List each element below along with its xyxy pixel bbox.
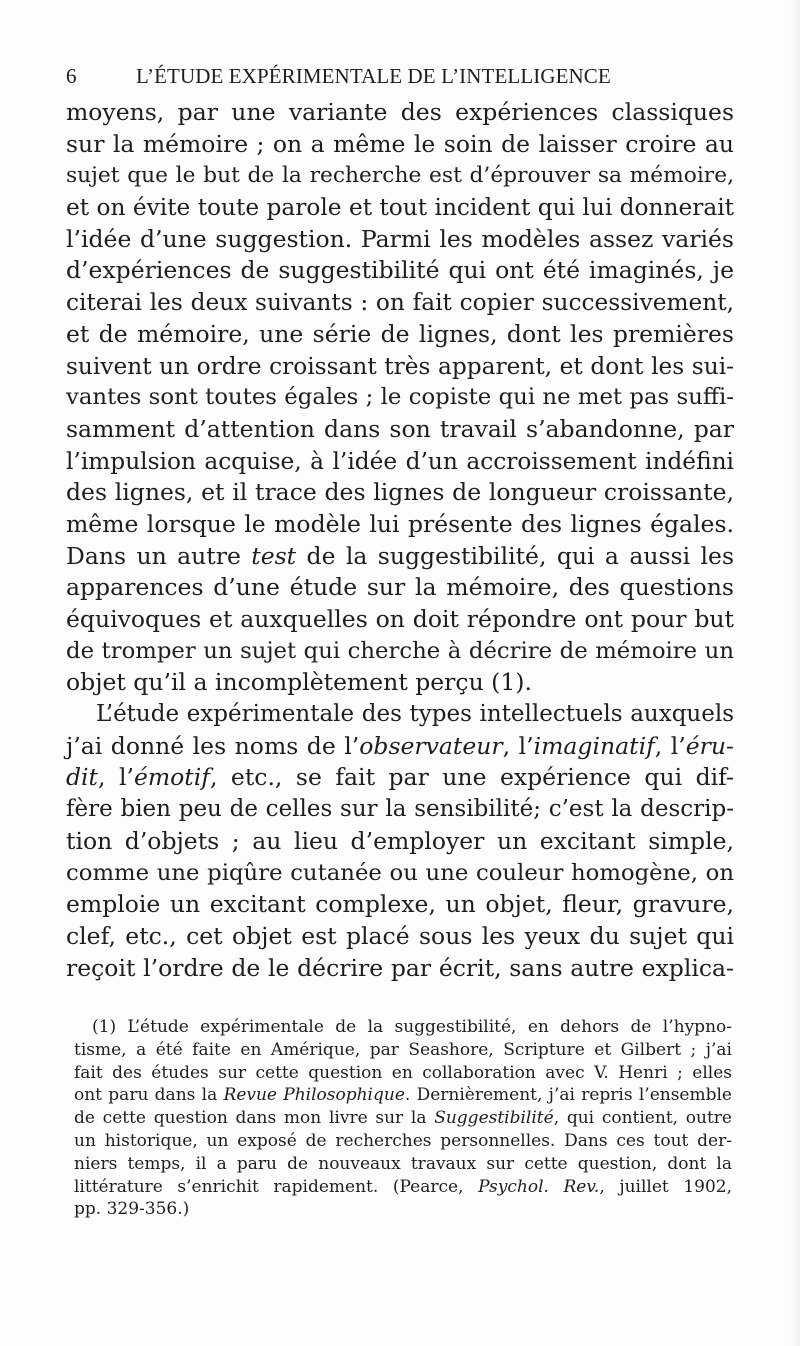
text-line: vantes sont toutes égales ; le copiste qui ne met pas suffi- — [66, 384, 734, 411]
text-line: emploie un excitant complexe, un objet, fleur, gravure, — [66, 890, 734, 919]
italic-term: émotif — [133, 763, 210, 792]
text-line: objet qu’il a incomplètement perçu (1). — [66, 668, 532, 697]
text-line: moyens, par une variante des expériences classiques — [66, 98, 734, 126]
text-line: clef, etc., cet objet est placé sous les yeux du sujet qui — [66, 921, 734, 950]
footnote-line: un historique, un exposé de recherches personnelles. Dans ces tout der- — [74, 1130, 732, 1151]
text-line: tion d’objets ; au lieu d’employer un excitant simple, — [66, 826, 734, 855]
italic-term: test — [251, 541, 297, 570]
footnote-line: fait des études sur cette question en collaboration avec V. Henri ; elles — [74, 1062, 732, 1083]
footnote — [74, 1016, 732, 1221]
page-edge-shadow — [790, 0, 800, 1346]
footnote-line: (1) L’étude expérimentale de la suggestibilité, en dehors de l’hypno- — [92, 1017, 732, 1037]
text-line: et on évite toute parole et tout incident qui lui donnerait — [66, 194, 734, 222]
main-text — [66, 97, 734, 984]
text-line: sujet que le but de la recherche est d’éprouver sa mémoire, — [66, 163, 734, 189]
text-line: L’étude expérimentale des types intellectuels auxquels — [96, 701, 734, 728]
text-line: même lorsque le modèle lui présente des lignes égales. — [66, 509, 734, 538]
page-header — [66, 60, 746, 92]
italic-title: Revue Philosophique — [223, 1085, 405, 1106]
italic-term: observateur — [359, 731, 503, 760]
running-title: L’ÉTUDE EXPÉRIMENTALE DE L’INTELLIGENCE — [136, 64, 611, 88]
italic-title: Suggestibilité — [434, 1108, 554, 1129]
text-line: l’idée d’une suggestion. Parmi les modèles assez variés — [66, 224, 734, 253]
italic-term: éru- — [685, 731, 734, 760]
text-line: apparences d’une étude sur la mémoire, des questions — [66, 573, 734, 602]
text-line: fère bien peu de celles sur la sensibilité; c’est la descrip- — [66, 796, 734, 823]
italic-term: imaginatif — [533, 731, 655, 760]
text-line: équivoques et auxquelles on doit répondre ont pour but — [66, 605, 734, 633]
text-line: dit, l’émotif, etc., se fait par une expérience qui dif- — [66, 763, 734, 792]
text-line: suivent un ordre croissant très apparent, et dont les sui- — [66, 352, 734, 380]
italic-title: Psychol. Rev. — [478, 1176, 600, 1197]
text-line: j’ai donné les noms de l’observateur, l’imaginatif, l’éru- — [66, 731, 734, 760]
text-line: samment d’attention dans son travail s’abandonne, par — [66, 414, 734, 443]
footnote-line: tisme, a été faite en Amérique, par Seashore, Scripture et Gilbert ; j’ai — [74, 1039, 732, 1060]
text-line: comme une piqûre cutanée ou une couleur homogène, on — [66, 859, 734, 886]
text-line: sur la mémoire ; on a même le soin de laisser croire au — [66, 129, 734, 158]
text-line: citerai les deux suivants : on fait copier successivement, — [66, 289, 734, 317]
italic-term: dit — [66, 763, 99, 792]
text-line: des lignes, et il trace des lignes de longueur croissante, — [66, 478, 734, 507]
footnote-line: littérature s’enrichit rapidement. (Pearce, Psychol. Rev., juillet 1902, — [74, 1176, 732, 1197]
footnote-line: niers temps, il a paru de nouveaux travaux sur cette question, dont la — [74, 1153, 732, 1174]
text-line: Dans un autre test de la suggestibilité, qui a aussi les — [66, 541, 734, 570]
footnote-line: pp. 329-356.) — [74, 1199, 190, 1220]
text-line: l’impulsion acquise, à l’idée d’un accroissement indéfini — [66, 447, 734, 475]
text-line: d’expériences de suggestibilité qui ont été imaginés, je — [66, 256, 734, 285]
page-number: 6 — [66, 64, 77, 88]
text-line: reçoit l’ordre de le décrire par écrit, sans autre explica- — [66, 953, 734, 982]
text-line: de tromper un sujet qui cherche à décrire de mémoire un — [66, 637, 734, 664]
footnote-line: ont paru dans la Revue Philosophique. Dernièrement, j’ai repris l’ensemble — [74, 1085, 732, 1106]
text-line: et de mémoire, une série de lignes, dont les premières — [66, 319, 734, 348]
footnote-line: de cette question dans mon livre sur la Suggestibilité, qui contient, outre — [74, 1108, 732, 1129]
